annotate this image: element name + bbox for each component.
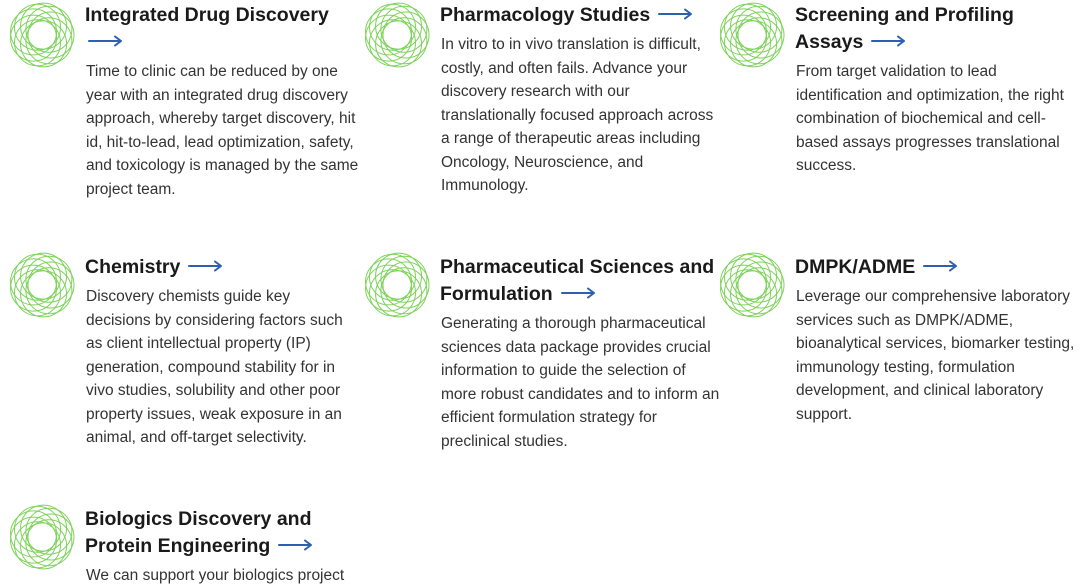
card-description: In vitro to in vivo translation is difficult, costly, and often fails. Advance your discovery research with our translationally focused approach across a range of therapeutic areas including Oncology, Neuroscience, and Immunology. [441,36,714,194]
card-title: Pharmacology Studies [440,4,651,26]
green-rosette-icon [7,0,77,70]
arrow-right-icon[interactable] [88,35,124,47]
green-rosette-icon [7,250,77,320]
arrow-right-icon[interactable] [923,260,959,272]
green-rosette-icon [717,250,787,320]
arrow-right-icon[interactable] [561,287,597,299]
card-title: DMPK/ADME [795,256,916,278]
card-description: Leverage our comprehensive laboratory services such as DMPK/ADME, bioanalytical services, biomarker testing, immunology testing, formulation development, and clinical laboratory support. [796,288,1075,423]
arrow-right-icon[interactable] [278,539,314,551]
green-rosette-icon [362,0,432,70]
card-title: Pharmaceutical Sciences and Formulation [440,256,715,305]
card-description: Time to clinic can be reduced by one year with an integrated drug discovery approach, whereby target discovery, hit id, hit-to-lead, lead optimization, safety, and toxicology is managed by the same project team. [86,63,359,198]
card-title: Chemistry [85,256,181,278]
card-title-link[interactable] [85,506,345,560]
card-title-link[interactable] [795,2,1055,56]
card-title-link[interactable] [440,254,725,308]
card-description: Discovery chemists guide key decisions by considering factors such as client intellectual property (IP) generation, compound stability for in vivo studies, solubility and other poor property issues, weak exposure in an animal, and off-target selectivity. [86,288,343,446]
card-title: Biologics Discovery and Protein Engineering [85,508,312,557]
card-description: Generating a thorough pharmaceutical sciences data package provides crucial information to guide the selection of more robust candidates and to inform an efficient formulation strategy for preclinical studies. [441,315,720,450]
card-title-link[interactable] [795,254,1055,281]
green-rosette-icon [717,0,787,70]
card-title-link[interactable] [440,2,720,29]
card-description: From target validation to lead identification and optimization, the right combination of biochemical and cell-based assays progresses translational success. [796,63,1064,174]
arrow-right-icon[interactable] [658,8,694,20]
arrow-right-icon[interactable] [871,35,907,47]
green-rosette-icon [7,502,77,572]
green-rosette-icon [362,250,432,320]
card-title: Integrated Drug Discovery [85,4,329,26]
card-title-link[interactable] [85,254,345,281]
card-description: We can support your biologics project [86,567,345,584]
card-title: Screening and Profiling Assays [795,4,1014,53]
arrow-right-icon[interactable] [188,260,224,272]
card-title-link[interactable] [85,2,345,56]
